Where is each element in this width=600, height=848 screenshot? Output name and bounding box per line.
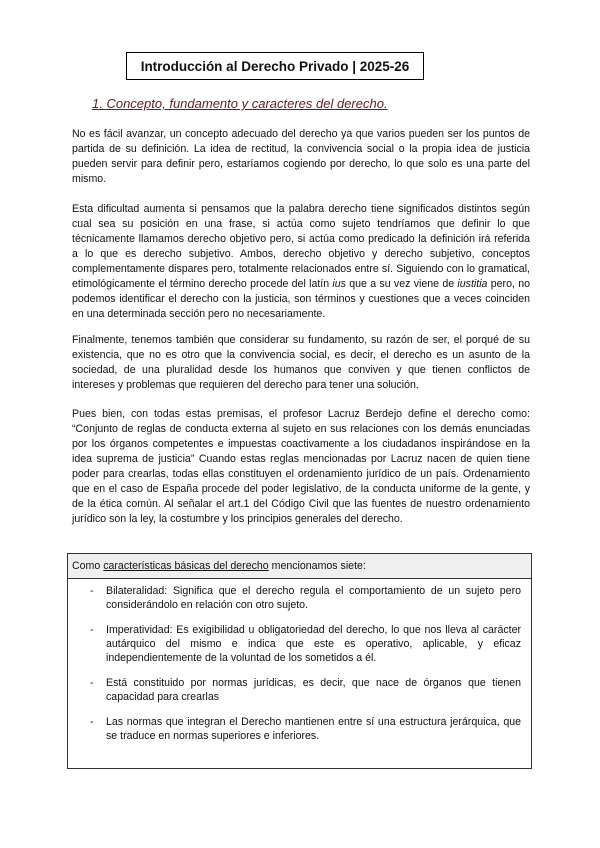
box-intro-a: Como — [72, 560, 101, 572]
term-ius: ius — [332, 278, 346, 290]
paragraph-4: Pues bien, con todas estas premisas, el profesor Lacruz Berdejo define el derecho como: “Conjunto de reglas de conducta externa al sujeto en sus relaciones con los demás enunciadas por los órganos competentes e impuestas coactivamente a los ciudadanos inspirándose en la idea suprema de justicia” Cuando estas reglas mencionadas por Lacruz nacen de quien tiene poder para crearlas, todas ellas constituyen el ordenamiento jurídico de un país. Ordenamiento que en el caso de España procede del poder legislativo, de la conducta uniforme de la gente, y de la ética común. Al señalar el art.1 del Código Civil que las fuentes de nuestro ordenamiento jurídico son la ley, la costumbre y los principios generales del derecho. — [72, 408, 530, 525]
paragraph-1: No es fácil avanzar, un concepto adecuado del derecho ya que varios pueden ser los puntos de partida de su definición. La idea de rectitud, la convivencia social o la propia idea de justicia pueden servir para definir pero, estaríamos cogiendo por derecho, lo que solo es una parte del mismo. — [72, 128, 530, 185]
paragraph-2 — [72, 202, 530, 322]
dash-bullet: - — [90, 585, 94, 597]
section-heading: 1. Concepto, fundamento y caracteres del derecho. — [92, 96, 388, 111]
characteristics-list — [68, 584, 531, 754]
box-intro-underlined: características básicas del derecho — [103, 560, 269, 572]
list-item — [68, 584, 531, 612]
list-item-text: Las normas que integran el Derecho mantienen entre sí una estructura jerárquica, que se traduce en normas superiores e inferiores. — [106, 716, 521, 742]
characteristics-box-header — [68, 554, 531, 579]
characteristics-box — [67, 553, 532, 769]
paragraph-2-text-c: pero, no podemos identificar el derecho con la justicia, son términos y cuestiones que a veces coinciden en una determinada sección pero no necesariamente. — [72, 278, 530, 320]
list-item-text: Está constituido por normas jurídicas, es decir, que nace de órganos que tienen capacidad para crearlas — [106, 677, 521, 703]
list-item — [68, 623, 531, 665]
list-item-text: Imperatividad: Es exigibilidad u obligatoriedad del derecho, lo que nos lleva al carácter autárquico del mismo e indica que este es operativo, aplicable, y eficaz independientemente de la voluntad de los sometidos a él. — [106, 624, 521, 664]
paragraph-2-text-a: Esta dificultad aumenta si pensamos que la palabra derecho tiene significados distintos según cual sea su posición en una frase, si actúa como sujeto tendríamos que definir lo que técnicamente llamamos derecho objetivo pero, si actúa como predicado la definición irá referida a lo que es derecho subjetivo. Ambos, derecho objetivo y derecho subjetivo, conceptos complementamente dispares pero, totalmente relacionados entre sí. Siguiendo con lo gramatical, etimológicamente el término derecho procede del latín — [72, 203, 530, 290]
list-item — [68, 676, 531, 704]
dash-bullet: - — [90, 677, 94, 689]
paragraph-3: Finalmente, tenemos también que considerar su fundamento, su razón de ser, el porqué de su existencia, que no es otro que la convivencia social, es decir, el derecho es un asunto de la sociedad, de una pluralidad desde los humanos que conviven y que tienen conflictos de intereses y problemas que requieren del derecho para tener una solución. — [72, 334, 530, 391]
list-item-text: Bilateralidad: Significa que el derecho regula el comportamiento de un sujeto pero considerándolo en relación con otro sujeto. — [106, 585, 521, 611]
dash-bullet: - — [90, 624, 94, 636]
dash-bullet: - — [90, 716, 94, 728]
term-iustitia: iustitia — [457, 278, 488, 290]
document-title: Introducción al Derecho Privado | 2025-26 — [140, 58, 410, 74]
list-item — [68, 715, 531, 743]
box-intro-b: mencionamos siete: — [271, 560, 366, 572]
paragraph-2-text-b: que a su vez viene de — [345, 278, 458, 290]
document-title-box — [126, 52, 424, 80]
